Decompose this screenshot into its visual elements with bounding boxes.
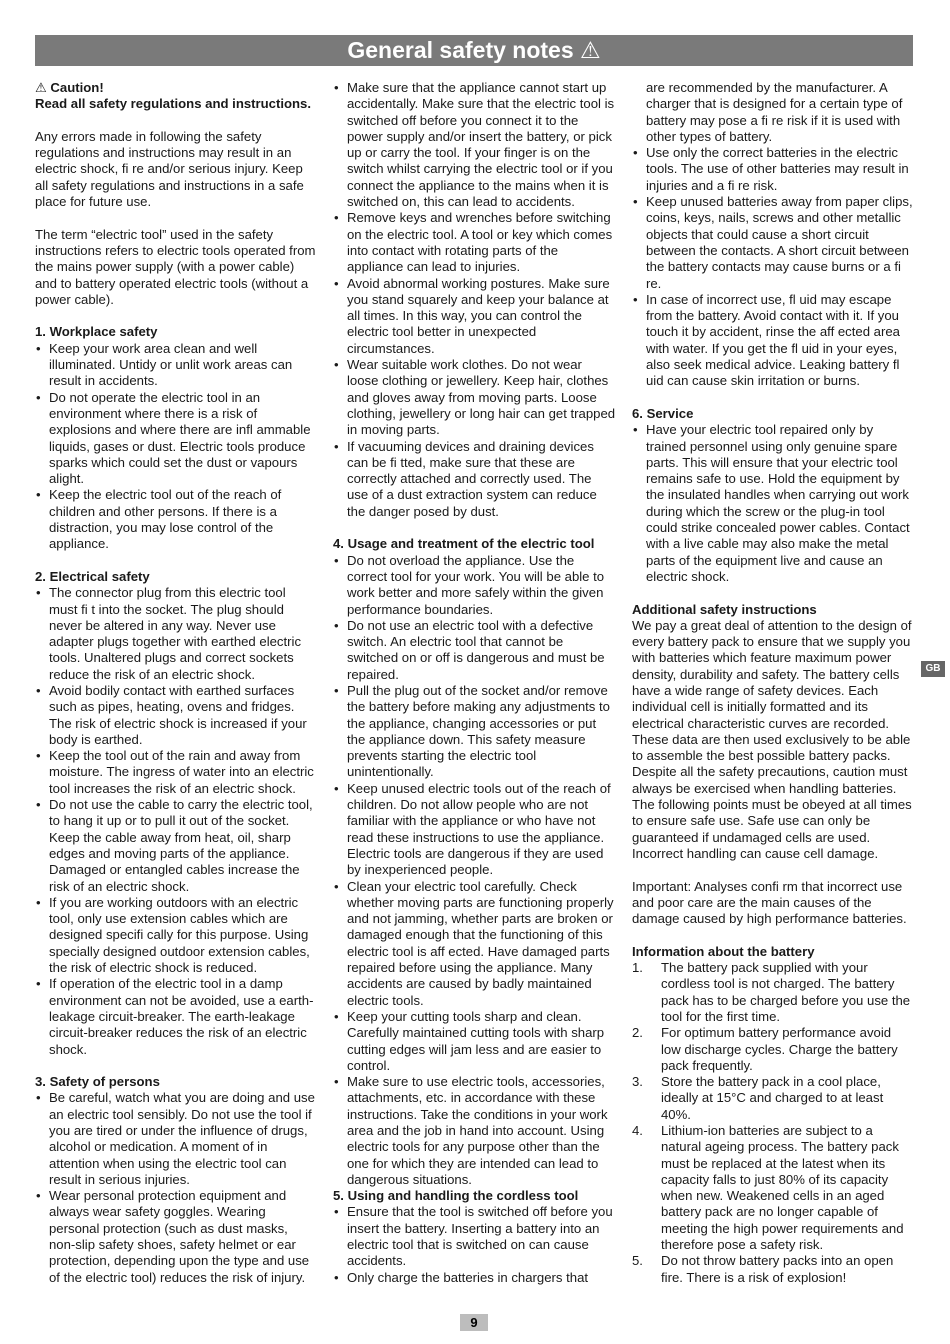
list-item: 2. For optimum battery performance avoid low discharge cycles. Charge the battery pack frequently. bbox=[632, 1025, 914, 1074]
list-item: • Do not overload the appliance. Use the correct tool for your work. You will be able to work better and more safely within the given performance boundaries. bbox=[333, 553, 616, 618]
list-item: • In case of incorrect use, fl uid may escape from the battery. Avoid contact with it. If you touch it by accident, rinse the aff ected area with water. If you get the fl uid in your eyes, also seek medical advice. Leaking battery fl uid can cause skin irritation or burns. bbox=[632, 292, 914, 390]
persons-list bbox=[35, 1090, 317, 1286]
cordless-list bbox=[333, 1204, 616, 1285]
page-number: 9 bbox=[460, 1314, 488, 1331]
usage-list bbox=[333, 553, 616, 1189]
caution-heading: ⚠ Caution! bbox=[35, 80, 104, 95]
list-item: • Wear suitable work clothes. Do not wear loose clothing or jewellery. Keep hair, clothes and gloves away from moving parts. Loose clothing, jewellery or long hair can get trapped in moving parts. bbox=[333, 357, 616, 438]
persons-list-continued bbox=[333, 80, 616, 520]
list-item: • Keep unused batteries away from paper clips, coins, keys, nails, screws and other metallic objects that could cause a short circuit between the contacts. A short circuit between the battery contacts may cause burns or a fi re. bbox=[632, 194, 914, 292]
column-1 bbox=[35, 80, 317, 1286]
list-item: 4. Lithium-ion batteries are subject to a natural ageing process. The battery pack must be replaced at the latest when its capacity falls to just 80% of its capacity when new. Weakened cells in an aged battery pack are no longer capable of meeting the high power requirements and therefore pose a safety risk. bbox=[632, 1123, 914, 1253]
important-paragraph: Important: Analyses confi rm that incorrect use and poor care are the main causes of the damage caused by high performance batteries. bbox=[632, 878, 907, 927]
intro-paragraph-1: Any errors made in following the safety regulations and instructions may result in an electric shock, fi re and/or serious injury. Keep all safety regulations and instructions in a safe place for future use. bbox=[35, 128, 304, 210]
list-item: • Avoid abnormal working postures. Make sure you stand squarely and keep your balance at all times. In this way, you can control the electric tool better in unexpected circumstances. bbox=[333, 276, 616, 357]
list-item: • Keep the tool out of the rain and away from moisture. The ingress of water into an electric tool increases the risk of an electric shock. bbox=[35, 748, 317, 797]
battery-list bbox=[632, 960, 914, 1286]
section-heading-additional: Additional safety instructions bbox=[632, 601, 817, 617]
electrical-list bbox=[35, 585, 317, 1058]
list-item: • Make sure that the appliance cannot start up accidentally. Make sure that the electric tool is switched off before you connect it to the power supply and/or insert the battery, or pick up or carry the tool. If your finger is on the switch whilst carrying the electric tool or if you connect the appliance to the mains when it is switched on, this can lead to accidents. bbox=[333, 80, 616, 210]
list-item: • Wear personal protection equipment and always wear safety goggles. Wearing personal protection (such as dust masks, non-slip safety shoes, safety helmet or ear protection, depending upon the type and use of the electric tool) reduces the risk of injury. bbox=[35, 1188, 317, 1286]
list-item: • Pull the plug out of the socket and/or remove the battery before making any adjustments to the appliance, changing accessories or put the appliance down. This safety measure prevents starting the electric tool unintentionally. bbox=[333, 683, 616, 781]
section-heading-persons: 3. Safety of persons bbox=[35, 1074, 160, 1090]
list-item: 1. The battery pack supplied with your cordless tool is not charged. The battery pack has to be charged before you use the tool for the first time. bbox=[632, 960, 914, 1025]
list-item: • Be careful, watch what you are doing and use an electric tool sensibly. Do not use the tool if you are tired or under the influence of drugs, alcohol or medication. A moment of in attention when using the electric tool can result in serious injuries. bbox=[35, 1090, 317, 1188]
list-item: • Only charge the batteries in chargers that bbox=[333, 1270, 616, 1286]
list-item: • Have your electric tool repaired only by trained personnel using only genuine spare parts. This will ensure that your electric tool remains safe to use. Hold the equipment by the insulated handles when carrying out work during which the screw or the plug-in tool could strike concealed power cables. Contact with a live cable may also make the metal parts of the equipment live and cause an electric shock. bbox=[632, 422, 914, 585]
list-item: • If you are working outdoors with an electric tool, only use extension cables which are designed specifi cally for this purpose. Using specially designed outdoor extension cables, the risk of electric shock is reduced. bbox=[35, 895, 317, 976]
cordless-continued-text: are recommended by the manufacturer. A charger that is designed for a certain type of battery may pose a fi re risk if it is used with other types of battery. bbox=[646, 80, 903, 144]
additional-paragraph: We pay a great deal of attention to the design of every battery pack to ensure that we supply you with batteries which feature maximum power density, durability and safety. The battery cells have a wide range of safety devices. Each individual cell is initially formatted and its electrical characteristic curves are recorded. These data are then used exclusively to be able to assemble the best possible battery packs. Despite all the safety precautions, caution must always be exercised when handling batteries. The following points must be obeyed at all times to ensure safe use. Safe use can only be guaranteed if undamaged cells are used. Incorrect handling can cause cell damage. bbox=[632, 617, 912, 861]
caution-block bbox=[35, 80, 317, 113]
list-item: • Keep your cutting tools sharp and clean. Carefully maintained cutting tools with sharp cutting edges will jam less and are easier to control. bbox=[333, 1009, 616, 1074]
list-item: • Remove keys and wrenches before switching on the electric tool. A tool or key which comes into contact with rotating parts of the appliance can lead to injuries. bbox=[333, 210, 616, 275]
language-tab: GB bbox=[921, 661, 945, 677]
list-item: • Do not use an electric tool with a defective switch. An electric tool that cannot be switched on or off is dangerous and must be repaired. bbox=[333, 618, 616, 683]
list-item: • Do not use the cable to carry the electric tool, to hang it up or to pull it out of the socket. Keep the cable away from heat, oil, sharp edges and moving parts of the appliance. Damaged or entangled cables increase the risk of an electric shock. bbox=[35, 797, 317, 895]
column-3 bbox=[632, 80, 914, 1302]
section-heading-workplace: 1. Workplace safety bbox=[35, 324, 158, 340]
list-item: • Clean your electric tool carefully. Check whether moving parts are functioning properly and not jamming, whether parts are broken or damaged enough that the functioning of this electric tool is aff ected. Have damaged parts repaired before using the appliance. Many accidents are caused by badly maintained electric tools. bbox=[333, 879, 616, 1009]
list-item: • Make sure to use electric tools, accessories, attachments, etc. in accordance with these instructions. Take the conditions in your work area and the job in hand into account. Using electric tools for any purpose other than the one for which they are intended can lead to dangerous situations. bbox=[333, 1074, 616, 1188]
list-item: 3. Store the battery pack in a cool place, ideally at 15°C and charged to at least 40%. bbox=[632, 1074, 914, 1123]
list-item: • Ensure that the tool is switched off before you insert the battery. Inserting a battery into an electric tool that is switched on can cause accidents. bbox=[333, 1204, 616, 1269]
service-list bbox=[632, 422, 914, 585]
workplace-list bbox=[35, 341, 317, 553]
list-item: • Keep the electric tool out of the reach of children and other persons. If there is a distraction, you may lose control of the appliance. bbox=[35, 487, 317, 552]
read-all-heading: Read all safety regulations and instructions. bbox=[35, 96, 312, 112]
section-heading-service: 6. Service bbox=[632, 405, 694, 421]
section-heading-usage: 4. Usage and treatment of the electric tool bbox=[333, 536, 595, 552]
list-item: • If vacuuming devices and draining devices can be fi tted, make sure that these are correctly attached and correctly used. The use of a dust extraction system can reduce the danger posed by dust. bbox=[333, 439, 616, 520]
list-item: • Do not operate the electric tool in an environment where there is a risk of explosions and where there are infl ammable liquids, gases or dust. Electric tools produce sparks which could set the dust or vapours alight. bbox=[35, 390, 317, 488]
list-item: • The connector plug from this electric tool must fi t into the socket. The plug should never be altered in any way. Never use adapter plugs together with earthed electric tools. Unaltered plugs and correct sockets reduce the risk of an electric shock. bbox=[35, 585, 317, 683]
column-2 bbox=[333, 80, 616, 1286]
list-item: • Use only the correct batteries in the electric tools. The use of other batteries may result in injuries and a fi re risk. bbox=[632, 145, 914, 194]
list-item: • Keep your work area clean and well illuminated. Untidy or unlit work areas can result in accidents. bbox=[35, 341, 317, 390]
list-item: • Avoid bodily contact with earthed surfaces such as pipes, heating, ovens and fridges. The risk of electric shock is increased if your body is earthed. bbox=[35, 683, 317, 748]
page-title: General safety notes ⚠ bbox=[35, 35, 913, 66]
list-item: • If operation of the electric tool in a damp environment can not be avoided, use a earth-leakage circuit-breaker. The earth-leakage circuit-breaker reduces the risk of an electric shock. bbox=[35, 976, 317, 1057]
section-heading-electrical: 2. Electrical safety bbox=[35, 568, 150, 584]
intro-paragraph-2: The term “electric tool” used in the safety instructions refers to electric tools operated from the mains power supply (with a power cable) and to battery operated electric tools (without a power cable). bbox=[35, 226, 316, 307]
section-heading-battery: Information about the battery bbox=[632, 943, 815, 959]
section-heading-cordless: 5. Using and handling the cordless tool bbox=[333, 1188, 579, 1204]
cordless-list-continued bbox=[632, 145, 914, 389]
list-item: • Keep unused electric tools out of the reach of children. Do not allow people who are not familiar with the appliance or who have not read these instructions to use the appliance. Electric tools are dangerous if they are used by inexperienced people. bbox=[333, 781, 616, 879]
list-item: 5. Do not throw battery packs into an open fire. There is a risk of explosion! bbox=[632, 1253, 914, 1286]
